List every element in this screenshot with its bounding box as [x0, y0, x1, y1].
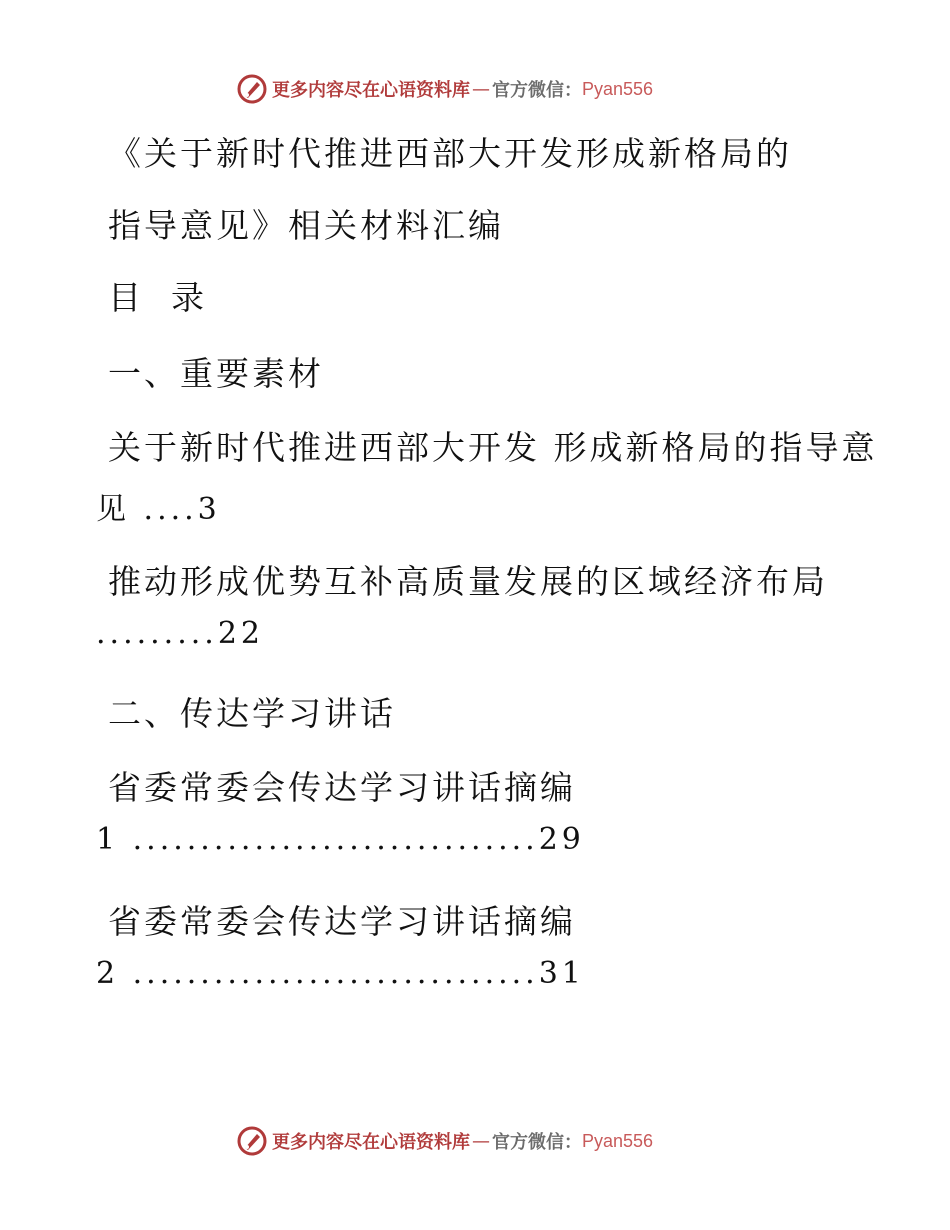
toc-entry-page: 1 ..............................29: [96, 822, 585, 857]
toc-entry-title: 省委常委会传达学习讲话摘编: [108, 768, 576, 807]
toc-entry-title: 关于新时代推进西部大开发 形成新格局的指导意: [108, 428, 878, 467]
brand-logo-icon: [236, 73, 268, 105]
section-heading: 二、传达学习讲话: [108, 694, 396, 733]
watermark-dash: —: [472, 1130, 490, 1152]
toc-heading: 目 录: [108, 278, 207, 317]
footer-watermark: [236, 1124, 653, 1158]
watermark-wechat-id: Pyan556: [582, 78, 654, 99]
watermark-wechat-id: Pyan556: [582, 1130, 654, 1151]
document-title-line2: 指导意见》相关材料汇编: [108, 206, 504, 245]
watermark-wechat-label: 官方微信：: [492, 80, 582, 101]
toc-entry-title: 省委常委会传达学习讲话摘编: [108, 902, 576, 941]
watermark-brand: 更多内容尽在心语资料库: [272, 80, 470, 101]
brand-logo-icon: [236, 1125, 268, 1157]
header-watermark: [236, 72, 653, 106]
toc-entry-page: 2 ..............................31: [96, 956, 585, 991]
toc-entry-title: 推动形成优势互补高质量发展的区域经济布局: [108, 562, 828, 601]
toc-entry-page: 见 ....3: [96, 492, 221, 527]
toc-entry-page: .........22: [96, 616, 264, 651]
watermark-dash: —: [472, 78, 490, 100]
section-heading: 一、重要素材: [108, 354, 324, 393]
document-title-line1: 《关于新时代推进西部大开发形成新格局的: [108, 134, 792, 173]
watermark-wechat-label: 官方微信：: [492, 1132, 582, 1153]
watermark-brand: 更多内容尽在心语资料库: [272, 1132, 470, 1153]
